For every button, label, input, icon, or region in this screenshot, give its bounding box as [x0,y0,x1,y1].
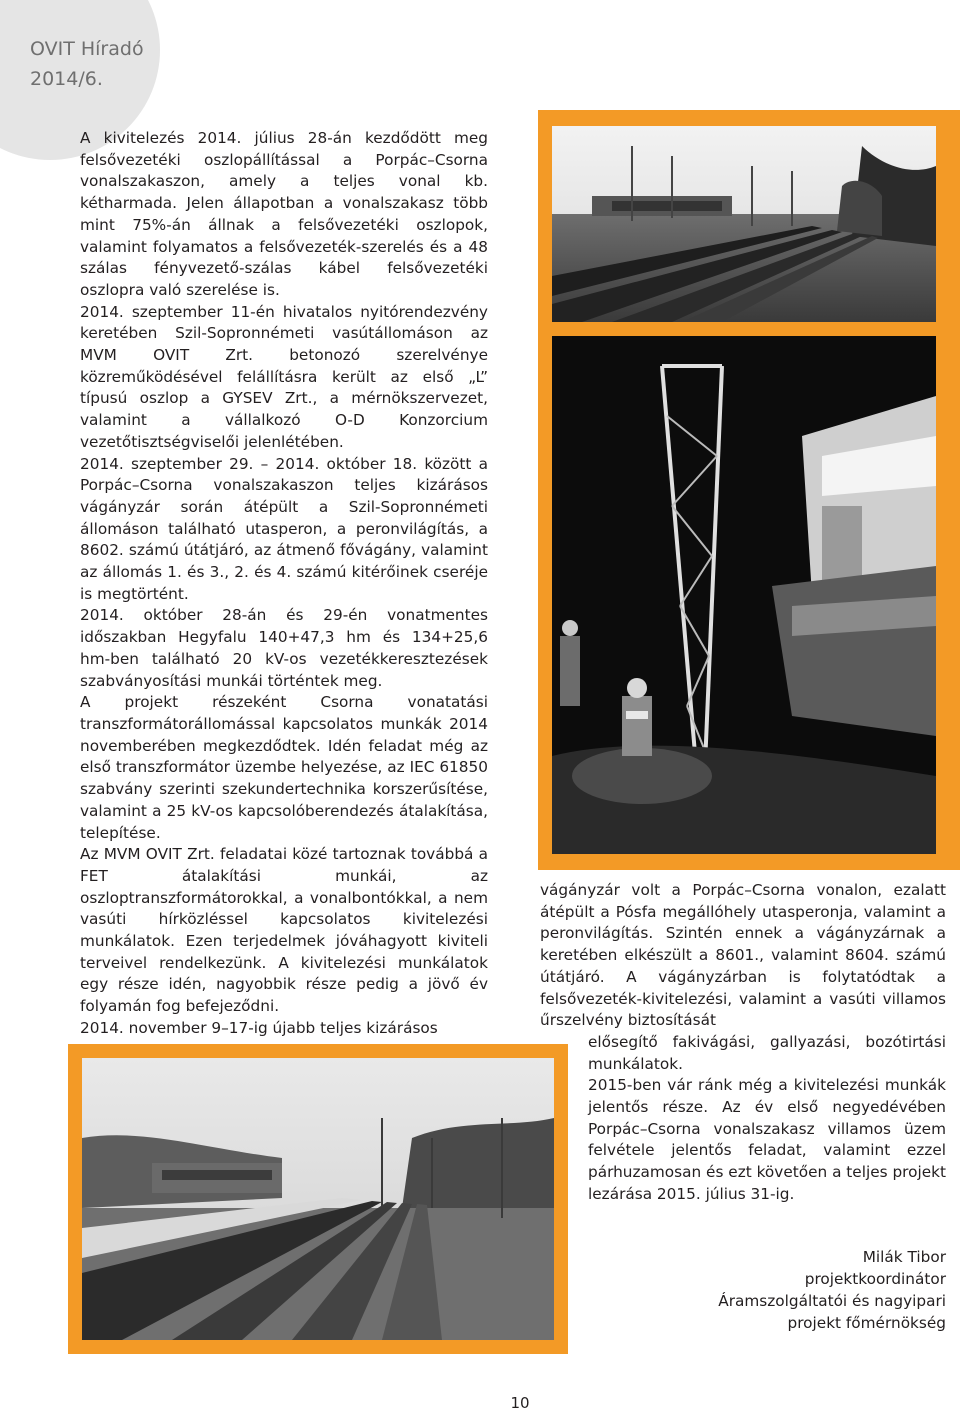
photo-night-pole-installation [552,336,936,854]
signature-block [566,1246,946,1334]
paragraph: 2014. november 9–17-ig újabb teljes kizárásos [80,1018,438,1037]
left-column [80,128,488,1040]
author-name: Milák Tibor [862,1248,946,1266]
author-department: projekt főmérnökség [787,1314,946,1332]
right-column [540,880,946,1206]
page-number: 10 [510,1394,530,1412]
paragraph: vágányzár volt a Porpác–Csorna vonalon, ezalatt átépült a Pósfa megállóhely utasperonja, valamint a peronvilágítás. Szintén ennek a vágányzárnak a keretében elkészült a 8601., valamint 8604. számú útátjáró. A vágányzárban is folytatódtak a felsővezeték-kivitelezési, valamint a vasúti villamos űrszelvény biztosítását [540,881,946,1030]
paragraph: 2014. október 28-án és 29-én vonatmentes időszakban Hegyfalu 140+47,3 hm és 134+25,6 hm-ben található 20 kV-os vezetékkeresztezések szabványosítási munkái történtek meg. [80,606,488,690]
author-role: projektkoordinátor [804,1270,946,1288]
paragraph: A kivitelezés 2014. július 28-án kezdődött meg felsővezetéki oszlopállítással a Porpác–Csorna vonalszakaszon, amely a teljes vonal kb. kétharmada. Jelen állapotban a vonalszakasz több mint 75%-án állnak a felsővezetéki oszlopok, valamint folyamatos a felsővezeték-szerelés és a 48 szálas fényvezető-szálas kábel felsővezetéki oszlopra való szerelése is. [80,129,488,299]
author-department: Áramszolgáltatói és nagyipari [718,1292,946,1310]
header [30,34,144,94]
paragraph: Az MVM OVIT Zrt. feladatai közé tartoznak továbbá a FET átalakítási munkái, az oszloptranszformátorokkal, a vonalbontókkal, a nem vasúti hírközléssel kapcsolatos kivitelezési munkálatok. Ezen terjedelmek jóváhagyott kiviteli terveivel rendelkezünk. A kivitelezési munkálatok egy része idén, nagyobbik része pedig a jövő év folyamán fog befejeződni. [80,845,488,1016]
publication-title: OVIT Híradó [30,38,144,60]
paragraph: 2014. szeptember 11-én hivatalos nyitórendezvény keretében Szil-Sopronnémeti vasútállomáson az MVM OVIT Zrt. betonozó szerelvénye közreműködésével felállításra került az első „L” típusú oszlop a GYSEV Zrt., a mérnökszervezet, valamint a vállalkozó O-D Konzorcium vezetőtisztségviselői jelenlétében. [80,302,488,451]
paragraph: A projekt részeként Csorna vonatatási transzformátorállomással kapcsolatos munkák 2014 novemberében megkezdődtek. Idén feladat még az első transzformátor üzembe helyezése, az IEC 61850 szabvány szerinti szekundertechnika korszerűsítése, valamint a 25 kV-os kapcsolóberendezés átalakítása, telepítése. [80,693,488,842]
paragraph: 2014. szeptember 29. – 2014. október 18. között a Porpác–Csorna vonalszakaszon teljes kizárásos vágányzár során átépült a Szil-Sopronnémeti állomáson található utasperon, a peronvilágítás, a 8602. számú útátjáró, az átmenő fővágány, valamint az állomás 1. és 3., 2. és 4. számú kitérőinek cseréje is megtörtént. [80,454,488,603]
issue-number: 2014/6. [30,68,103,90]
photo-railway-station-track [82,1058,554,1340]
paragraph: 2015-ben vár ránk még a kivitelezési munkák jelentős része. Az év első negyedévében Porpác–Csorna vonalszakasz villamos üzem felvétele jelentős feladat, valamint ezzel párhuzamosan és ezt követően a teljes projekt lezárása 2015. július 31-ig. [588,1076,946,1203]
paragraph: elősegítő fakivágási, gallyazási, bozótirtási munkálatok. [588,1032,946,1073]
photo-railway-track-daylight [552,126,936,322]
